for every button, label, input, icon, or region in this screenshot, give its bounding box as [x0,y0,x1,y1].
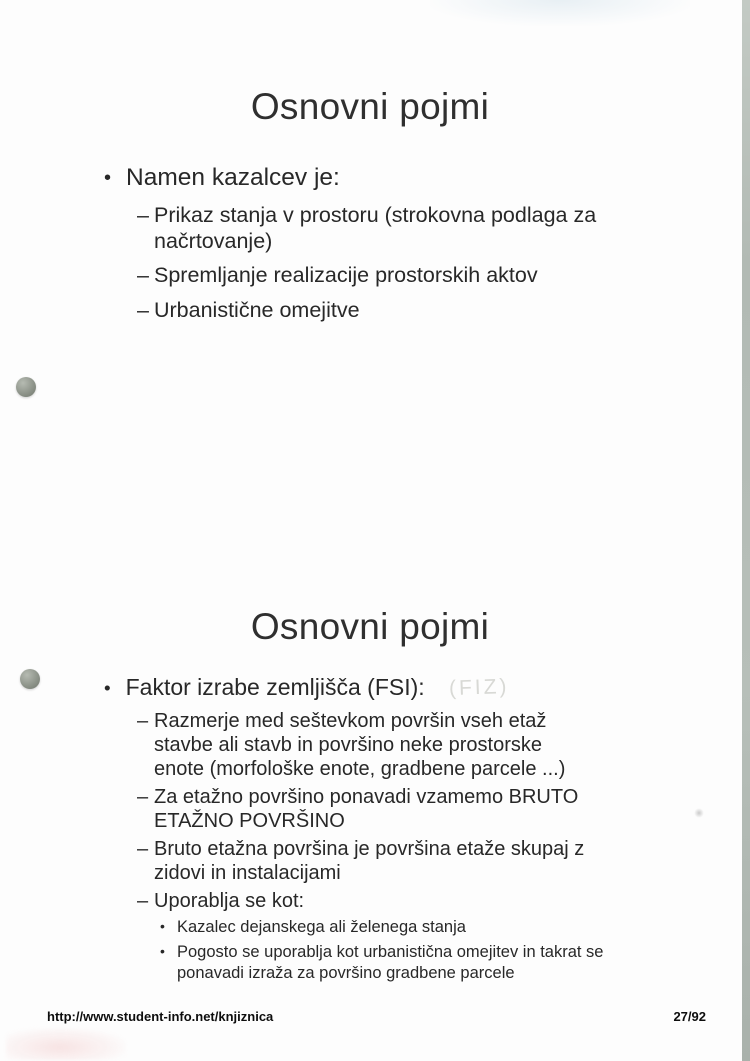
hole-punch-icon [16,377,36,397]
list-item-text: Za etažno površino ponavadi vzamemo BRUTO ETAŽNO POVRŠINO [154,786,579,832]
dash-icon: – [137,890,149,912]
sub-sub-bullet-list [160,917,632,988]
list-item [137,889,595,913]
bullet-text: Faktor izrabe zemljišča (FSI): [125,674,425,700]
hole-punch-icon [20,669,40,689]
footer-url: http://www.student-info.net/knjiznica [47,1009,274,1024]
list-item [137,837,595,885]
list-item [137,263,599,289]
dash-icon: – [137,203,149,227]
list-item [160,917,632,938]
bullet-item [104,674,425,701]
list-item [160,942,632,984]
page-number: 27/92 [673,1009,706,1024]
list-item-text: Bruto etažna površina je površina etaže skupaj z zidovi in instalacijami [154,838,585,884]
list-item [137,785,595,833]
list-item-text: Kazalec dejanskega ali želenega stanja [177,918,466,936]
slide-title: Osnovni pojmi [250,606,490,647]
dash-icon: – [137,297,149,322]
bullet-icon: • [104,167,112,189]
dash-icon: – [137,263,149,287]
dash-icon: – [137,710,149,732]
scan-speck [694,807,704,819]
list-item-text: Spremljanje realizacije prostorskih aktov [154,263,538,287]
list-item-text: Razmerje med seštevkom površin vseh etaž stavbe ali stavb in površino neke prostorske enote (morfološke enote, gradbene parcele ...) [154,710,566,780]
list-item-text: Uporablja se kot: [154,890,305,912]
sub-bullet-list [137,203,599,332]
list-item-text: Pogosto se uporablja kot urbanistična omejitev in takrat se ponavadi izraža za površino gradbene parcele [177,943,604,982]
bullet-text: Namen kazalcev je: [126,164,340,191]
scan-stain [6,1028,126,1060]
dash-icon: – [137,786,149,808]
bullet-item [104,164,340,192]
sub-bullet-list [137,709,595,917]
slide-title: Osnovni pojmi [250,86,490,127]
list-item-text: Urbanistične omejitve [154,297,360,322]
bullet-icon: • [160,918,165,934]
bullet-icon: • [104,677,111,698]
page-edge-shadow [742,0,750,1061]
list-item [137,203,599,254]
list-item-text: Prikaz stanja v prostoru (strokovna podlaga za načrtovanje) [154,203,597,253]
list-item [137,709,595,781]
dash-icon: – [137,838,149,860]
bullet-icon: • [160,943,165,959]
list-item [137,298,599,324]
pencil-annotation: (FIZ) [448,674,510,701]
scan-smudge [430,0,690,26]
